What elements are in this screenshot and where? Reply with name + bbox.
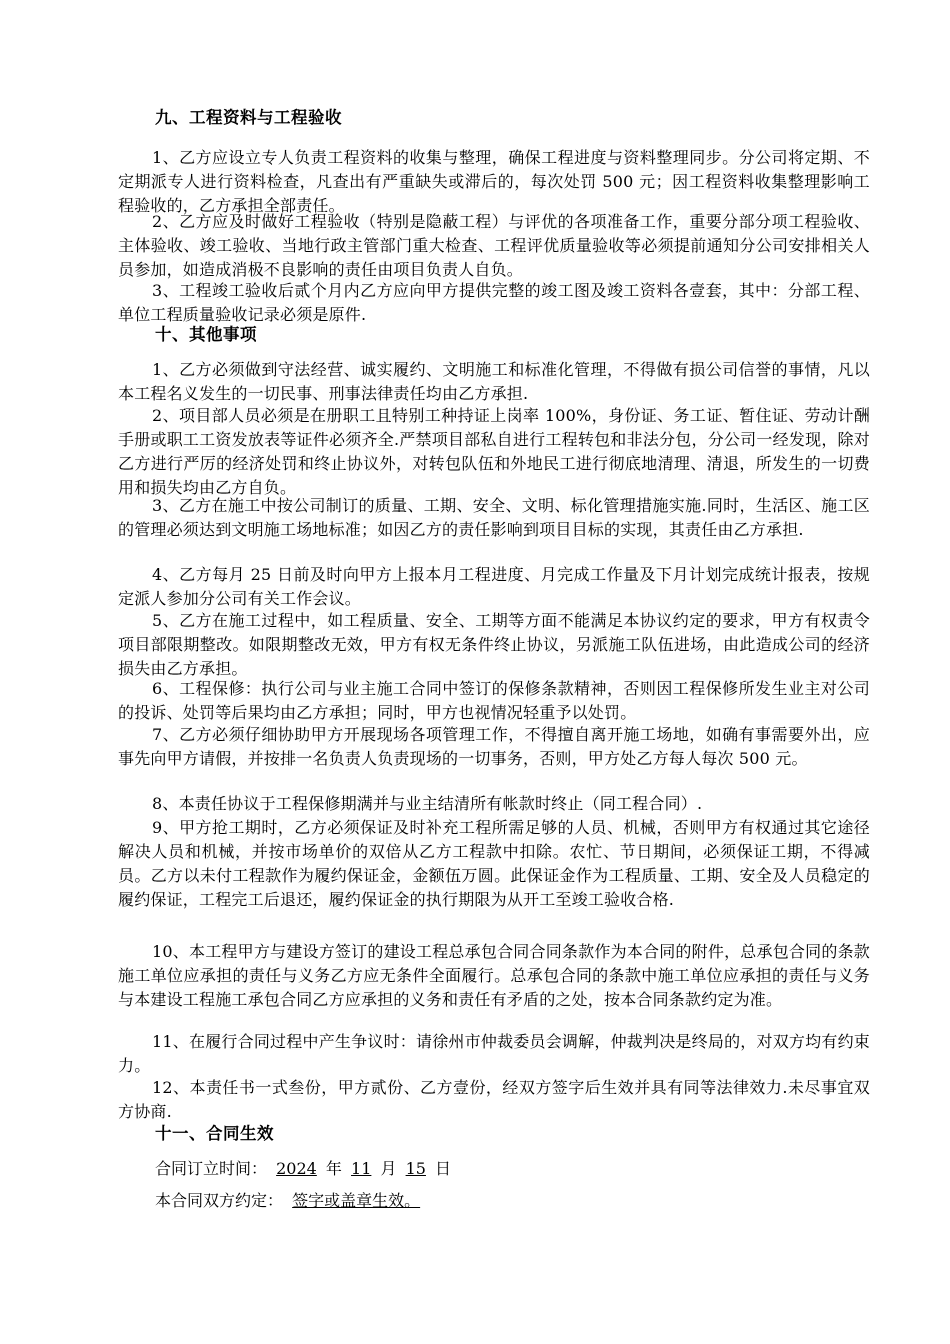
contract-agreement-label: 本合同双方约定：	[155, 1191, 284, 1210]
paragraph-9-1: 1、乙方应设立专人负责工程资料的收集与整理，确保工程进度与资料整理同步。分公司将定期、不定期派专人进行资料检查，凡查出有严重缺失或滞后的，每次处罚 500 元；因工程资料收集整理影响工程验收的，乙方承担全部责任。	[118, 148, 870, 215]
contract-agreement-line	[155, 1188, 424, 1211]
section-heading-10: 十、其他事项	[155, 325, 257, 344]
paragraph-10-9: 9、甲方抢工期时，乙方必须保证及时补充工程所需足够的人员、机械，否则甲方有权通过其它途径解决人员和机械，并按市场单价的双倍从乙方工程款中扣除。农忙、节日期间，必须保证工期，不得减员。乙方以未付工程款作为履约保证金，金额伍万圆。此保证金作为工程质量、工期、安全及人员稳定的履约保证，工程完工后退还，履约保证金的执行期限为从开工至竣工验收合格.	[118, 818, 870, 909]
contract-date-year: 2024	[276, 1159, 317, 1178]
contract-date-label: 合同订立时间：	[155, 1159, 268, 1178]
paragraph-10-3: 3、乙方在施工中按公司制订的质量、工期、安全、文明、标化管理措施实施.同时，生活区、施工区的管理必须达到文明施工场地标准；如因乙方的责任影响到项目目标的实现，其责任由乙方承担.	[118, 496, 870, 539]
paragraph-10-8: 8、本责任协议于工程保修期满并与业主结清所有帐款时终止（同工程合同）.	[152, 794, 703, 813]
paragraph-10-1: 1、乙方必须做到守法经营、诚实履约、文明施工和标准化管理，不得做有损公司信誉的事情，凡以本工程名义发生的一切民事、刑事法律责任均由乙方承担.	[118, 360, 870, 403]
paragraph-10-7: 7、乙方必须仔细协助甲方开展现场各项管理工作，不得擅自离开施工场地，如确有事需要外出，应事先向甲方请假，并按排一名负责人负责现场的一切事务，否则，甲方处乙方每人每次 500 元。	[118, 725, 870, 768]
contract-date-year-unit: 年	[325, 1159, 342, 1178]
paragraph-9-3: 3、工程竣工验收后贰个月内乙方应向甲方提供完整的竣工图及竣工资料各壹套，其中：分部工程、单位工程质量验收记录必须是原件.	[118, 281, 870, 324]
contract-date-month: 11	[351, 1159, 372, 1178]
contract-agreement-value: 签字或盖章生效。	[292, 1191, 421, 1210]
paragraph-10-2: 2、项目部人员必须是在册职工且特别工种持证上岗率 100%，身份证、务工证、暂住证、劳动计酬手册或职工工资发放表等证件必须齐全.严禁项目部私自进行工程转包和非法分包，分公司一经发现，除对乙方进行严厉的经济处罚和终止协议外，对转包队伍和外地民工进行彻底地清理、清退，所发生的一切费用和损失均由乙方自负。	[118, 406, 870, 497]
paragraph-10-12: 12、本责任书一式叁份，甲方贰份、乙方壹份，经双方签字后生效并具有同等法律效力.未尽事宜双方协商.	[118, 1078, 870, 1121]
contract-date-day-unit: 日	[435, 1159, 452, 1178]
paragraph-10-10: 10、本工程甲方与建设方签订的建设工程总承包合同合同条款作为本合同的附件，总承包合同的条款施工单位应承担的责任与义务乙方应无条件全面履行。总承包合同的条款中施工单位应承担的责任与义务与本建设工程施工承包合同乙方应承担的义务和责任有矛盾的之处，按本合同条款约定为准。	[118, 942, 870, 1009]
paragraph-9-2: 2、乙方应及时做好工程验收（特别是隐蔽工程）与评优的各项准备工作，重要分部分项工程验收、主体验收、竣工验收、当地行政主管部门重大检查、工程评优质量验收等必须提前通知分公司安排相关人员参加，如造成消极不良影响的责任由项目负责人自负。	[118, 212, 870, 279]
paragraph-10-6: 6、工程保修：执行公司与业主施工合同中签订的保修条款精神，否则因工程保修所发生业主对公司的投诉、处罚等后果均由乙方承担；同时，甲方也视情况轻重予以处罚。	[118, 679, 870, 722]
paragraph-10-4: 4、乙方每月 25 日前及时向甲方上报本月工程进度、月完成工作量及下月计划完成统计报表，按规定派人参加分公司有关工作会议。	[118, 565, 870, 608]
contract-date-month-unit: 月	[380, 1159, 397, 1178]
contract-date-day: 15	[405, 1159, 426, 1178]
section-heading-11: 十一、合同生效	[155, 1124, 274, 1143]
paragraph-10-5: 5、乙方在施工过程中，如工程质量、安全、工期等方面不能满足本协议约定的要求，甲方有权责令项目部限期整改。如限期整改无效，甲方有权无条件终止协议，另派施工队伍进场，由此造成公司的经济损失由乙方承担。	[118, 611, 870, 678]
section-heading-9: 九、工程资料与工程验收	[155, 108, 342, 127]
paragraph-10-11: 11、在履行合同过程中产生争议时：请徐州市仲裁委员会调解，仲裁判决是终局的，对双方均有约束力。	[118, 1032, 870, 1075]
contract-date-line	[155, 1156, 451, 1179]
